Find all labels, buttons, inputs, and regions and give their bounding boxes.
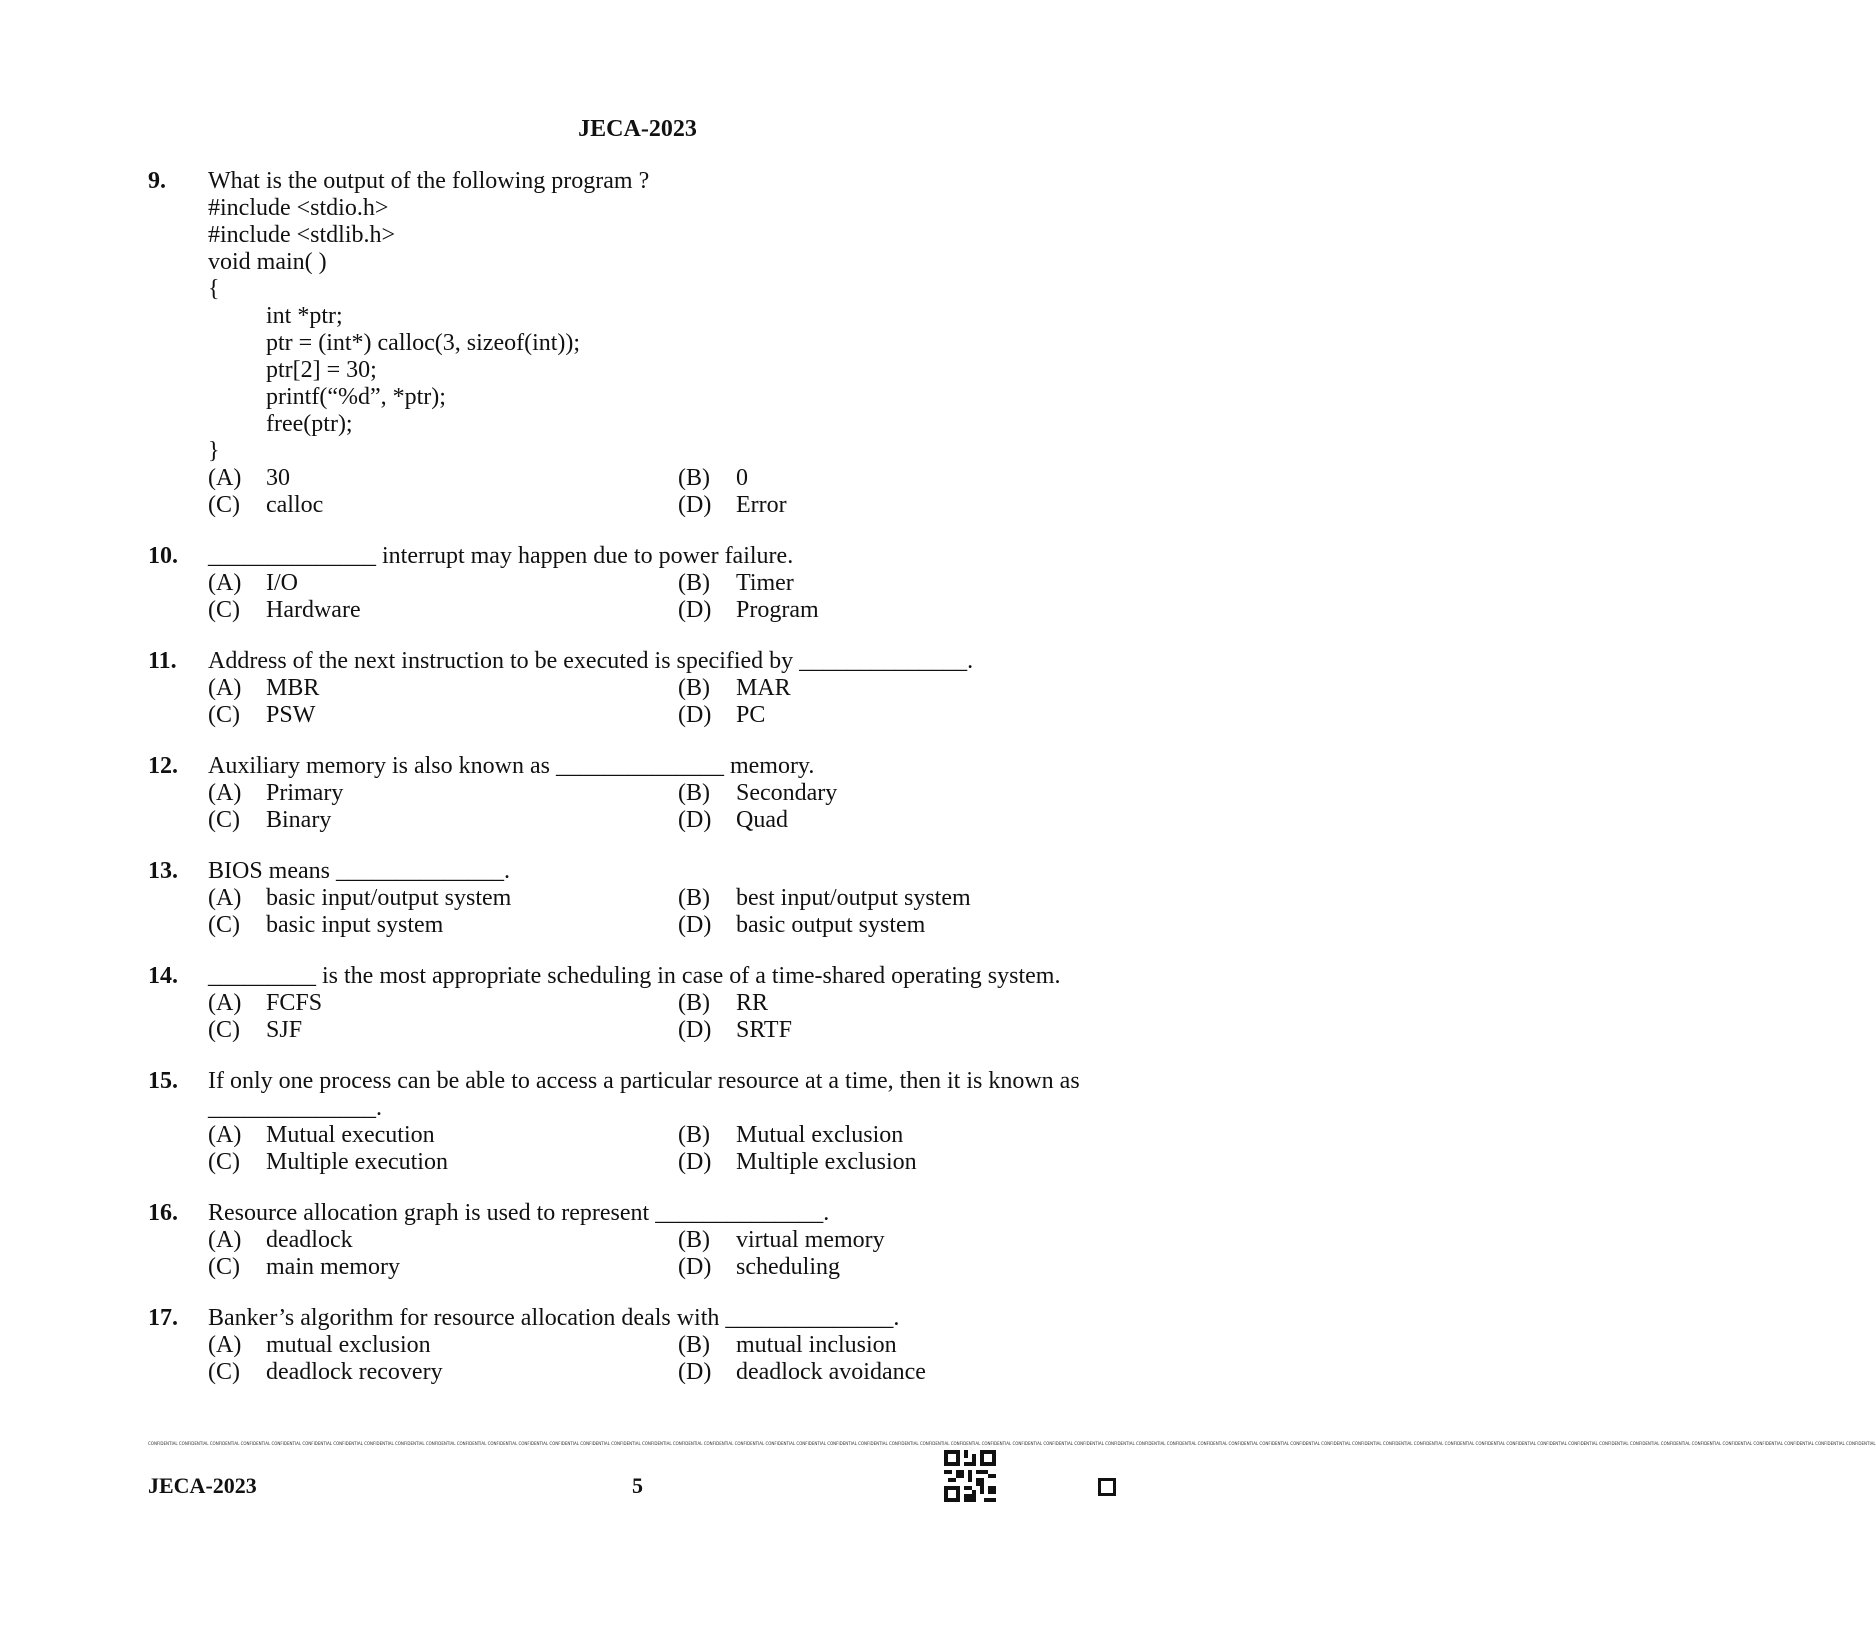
option-text: 30 [266, 465, 290, 491]
answer-option [678, 1149, 1148, 1176]
question-item [148, 1305, 1118, 1386]
answer-option [678, 1227, 1148, 1254]
answer-option [208, 1254, 678, 1281]
question-item [148, 1068, 1118, 1176]
option-label: (A) [208, 780, 242, 806]
option-text: Quad [736, 807, 788, 833]
option-text: PC [736, 702, 766, 728]
option-text: virtual memory [736, 1227, 885, 1253]
options-grid [208, 1227, 1118, 1281]
option-label: (C) [208, 702, 240, 728]
question-item [148, 753, 1118, 834]
question-number: 9. [148, 168, 166, 194]
footer-page-number: 5 [632, 1473, 643, 1498]
footer-exam-code: JECA-2023 [148, 1473, 257, 1498]
question-number: 13. [148, 858, 178, 884]
answer-option [678, 807, 1148, 834]
option-text: main memory [266, 1254, 400, 1280]
option-text: Error [736, 492, 787, 518]
option-label: (A) [208, 570, 242, 596]
option-text: Hardware [266, 597, 361, 623]
answer-option [208, 990, 678, 1017]
option-text: 0 [736, 465, 748, 491]
answer-option [208, 1332, 678, 1359]
square-marker-icon [1098, 1478, 1116, 1496]
option-text: Binary [266, 807, 332, 833]
option-text: deadlock avoidance [736, 1359, 926, 1385]
answer-option [678, 1332, 1148, 1359]
option-text: Timer [736, 570, 794, 596]
answer-option [208, 885, 678, 912]
option-label: (D) [678, 597, 712, 623]
option-label: (B) [678, 885, 710, 911]
question-text: If only one process can be able to access a particular resource at a time, then it is known as ______________. [208, 1068, 1080, 1121]
option-text: deadlock [266, 1227, 353, 1253]
answer-option [678, 702, 1148, 729]
option-text: deadlock recovery [266, 1359, 443, 1385]
options-grid [208, 1122, 1118, 1176]
option-text: mutual inclusion [736, 1332, 897, 1358]
answer-option [678, 1359, 1148, 1386]
code-line: } [208, 438, 220, 464]
question-item [148, 1200, 1118, 1281]
answer-option [678, 465, 1148, 492]
question-text: What is the output of the following program ? [208, 168, 650, 194]
option-label: (C) [208, 1254, 240, 1280]
question-number: 12. [148, 753, 178, 779]
option-text: PSW [266, 702, 316, 728]
answer-option [208, 807, 678, 834]
options-grid [208, 990, 1118, 1044]
answer-option [208, 492, 678, 519]
answer-option [208, 675, 678, 702]
options-grid [208, 1332, 1118, 1386]
option-label: (B) [678, 990, 710, 1016]
option-text: calloc [266, 492, 324, 518]
answer-option [208, 1227, 678, 1254]
code-line: free(ptr); [266, 411, 353, 437]
option-text: Primary [266, 780, 344, 806]
question-number: 14. [148, 963, 178, 989]
option-label: (A) [208, 885, 242, 911]
question-list [148, 168, 1118, 1410]
page-header-title: JECA-2023 [578, 116, 697, 142]
answer-option [208, 702, 678, 729]
question-item [148, 168, 1118, 519]
option-label: (D) [678, 1017, 712, 1043]
option-label: (D) [678, 1254, 712, 1280]
answer-option [678, 492, 1148, 519]
answer-option [678, 1017, 1148, 1044]
option-text: basic output system [736, 912, 926, 938]
option-label: (D) [678, 1149, 712, 1175]
option-label: (C) [208, 1149, 240, 1175]
option-text: Mutual exclusion [736, 1122, 904, 1148]
answer-option [208, 1017, 678, 1044]
qr-code-icon [944, 1450, 996, 1502]
option-label: (B) [678, 675, 710, 701]
question-number: 11. [148, 648, 177, 674]
question-text: Resource allocation graph is used to represent ______________. [208, 1200, 830, 1226]
option-text: basic input system [266, 912, 444, 938]
option-label: (D) [678, 702, 712, 728]
option-label: (B) [678, 570, 710, 596]
option-text: Program [736, 597, 819, 623]
answer-option [678, 1254, 1148, 1281]
option-label: (B) [678, 1332, 710, 1358]
answer-option [208, 780, 678, 807]
options-grid [208, 465, 1118, 519]
option-label: (C) [208, 597, 240, 623]
question-number: 17. [148, 1305, 178, 1331]
answer-option [208, 1149, 678, 1176]
code-line: ptr[2] = 30; [266, 357, 377, 383]
confidential-strip: CONFIDENTIAL CONFIDENTIAL CONFIDENTIAL CONFIDENTIAL CONFIDENTIAL CONFIDENTIAL CONFIDENTIAL CONFIDENTIAL CONFIDENTIAL CONFIDENTIAL CONFIDENTIAL CONFIDENTIAL CONFIDENTIAL CONFIDENTIAL CONFIDENTIAL CONFIDENTIAL CONFIDENTIAL CONFIDENTIAL CONFIDENTIAL CONFIDENTIAL CONFIDENTIAL CONFIDENTIAL CONFIDENTIAL CONFIDENTIAL CONFIDENTIAL CONFIDENTIAL CONFIDENTIAL CONFIDENTIAL CONFIDENTIAL CONFIDENTIAL CONFIDENTIAL CONFIDENTIAL CONFIDENTIAL CONFIDENTIAL CONFIDENTIAL CONFIDENTIAL CONFIDENTIAL CONFIDENTIAL CONFIDENTIAL CONFIDENTIAL CONFIDENTIAL CONFIDENTIAL CONFIDENTIAL CONFIDENTIAL CONFIDENTIAL CONFIDENTIAL CONFIDENTIAL CONFIDENTIAL CONFIDENTIAL CONFIDENTIAL CONFIDENTIAL CONFIDENTIAL CONFIDENTIAL CONFIDENTIAL CONFIDENTIAL CONFIDENTIAL [148, 1441, 1876, 1446]
option-text: basic input/output system [266, 885, 512, 911]
options-grid [208, 780, 1118, 834]
answer-option [208, 1122, 678, 1149]
question-text: BIOS means ______________. [208, 858, 510, 884]
option-label: (A) [208, 1122, 242, 1148]
question-body [208, 1305, 1118, 1386]
code-line: ptr = (int*) calloc(3, sizeof(int)); [266, 330, 581, 356]
option-label: (A) [208, 465, 242, 491]
question-item [148, 858, 1118, 939]
answer-option [678, 1122, 1148, 1149]
answer-option [208, 1359, 678, 1386]
code-line: void main( ) [208, 249, 327, 275]
question-body [208, 963, 1118, 1044]
option-text: mutual exclusion [266, 1332, 431, 1358]
question-body [208, 648, 1118, 729]
question-body [208, 168, 1118, 519]
answer-option [678, 912, 1148, 939]
question-body [208, 1068, 1118, 1176]
option-label: (D) [678, 492, 712, 518]
options-grid [208, 885, 1118, 939]
option-text: Multiple execution [266, 1149, 448, 1175]
question-text: Address of the next instruction to be executed is specified by ______________. [208, 648, 974, 674]
question-body [208, 1200, 1118, 1281]
option-text: SRTF [736, 1017, 792, 1043]
answer-option [678, 597, 1148, 624]
question-item [148, 963, 1118, 1044]
question-body [208, 753, 1118, 834]
option-text: MBR [266, 675, 320, 701]
option-text: FCFS [266, 990, 323, 1016]
question-body [208, 858, 1118, 939]
option-label: (B) [678, 465, 710, 491]
question-number: 10. [148, 543, 178, 569]
question-text: _________ is the most appropriate scheduling in case of a time-shared operating system. [208, 963, 1061, 989]
answer-option [678, 570, 1148, 597]
code-line: { [208, 276, 220, 302]
option-label: (C) [208, 807, 240, 833]
option-label: (B) [678, 1122, 710, 1148]
options-grid [208, 675, 1118, 729]
option-text: Secondary [736, 780, 838, 806]
option-label: (C) [208, 1017, 240, 1043]
answer-option [678, 675, 1148, 702]
code-block [208, 195, 1118, 465]
option-label: (B) [678, 780, 710, 806]
question-number: 16. [148, 1200, 178, 1226]
option-label: (C) [208, 492, 240, 518]
code-line: #include <stdlib.h> [208, 222, 396, 248]
question-item [148, 648, 1118, 729]
option-label: (D) [678, 807, 712, 833]
option-label: (A) [208, 675, 242, 701]
options-grid [208, 570, 1118, 624]
answer-option [208, 465, 678, 492]
option-label: (A) [208, 1227, 242, 1253]
answer-option [208, 912, 678, 939]
answer-option [678, 885, 1148, 912]
code-line: printf(“%d”, *ptr); [266, 384, 446, 410]
answer-option [208, 597, 678, 624]
question-text: Auxiliary memory is also known as ______________ memory. [208, 753, 815, 779]
code-line: #include <stdio.h> [208, 195, 389, 221]
option-text: RR [736, 990, 769, 1016]
question-text: ______________ interrupt may happen due to power failure. [208, 543, 794, 569]
question-item [148, 543, 1118, 624]
option-label: (D) [678, 912, 712, 938]
option-label: (A) [208, 990, 242, 1016]
question-body [208, 543, 1118, 624]
option-text: SJF [266, 1017, 303, 1043]
option-text: MAR [736, 675, 791, 701]
option-label: (C) [208, 1359, 240, 1385]
answer-option [678, 990, 1148, 1017]
option-label: (D) [678, 1359, 712, 1385]
option-text: scheduling [736, 1254, 840, 1280]
option-text: Multiple exclusion [736, 1149, 917, 1175]
option-text: I/O [266, 570, 298, 596]
question-number: 15. [148, 1068, 178, 1094]
option-label: (C) [208, 912, 240, 938]
answer-option [678, 780, 1148, 807]
option-label: (A) [208, 1332, 242, 1358]
question-text: Banker’s algorithm for resource allocation deals with ______________. [208, 1305, 900, 1331]
option-text: Mutual execution [266, 1122, 435, 1148]
option-text: best input/output system [736, 885, 971, 911]
code-line: int *ptr; [266, 303, 343, 329]
option-label: (B) [678, 1227, 710, 1253]
answer-option [208, 570, 678, 597]
